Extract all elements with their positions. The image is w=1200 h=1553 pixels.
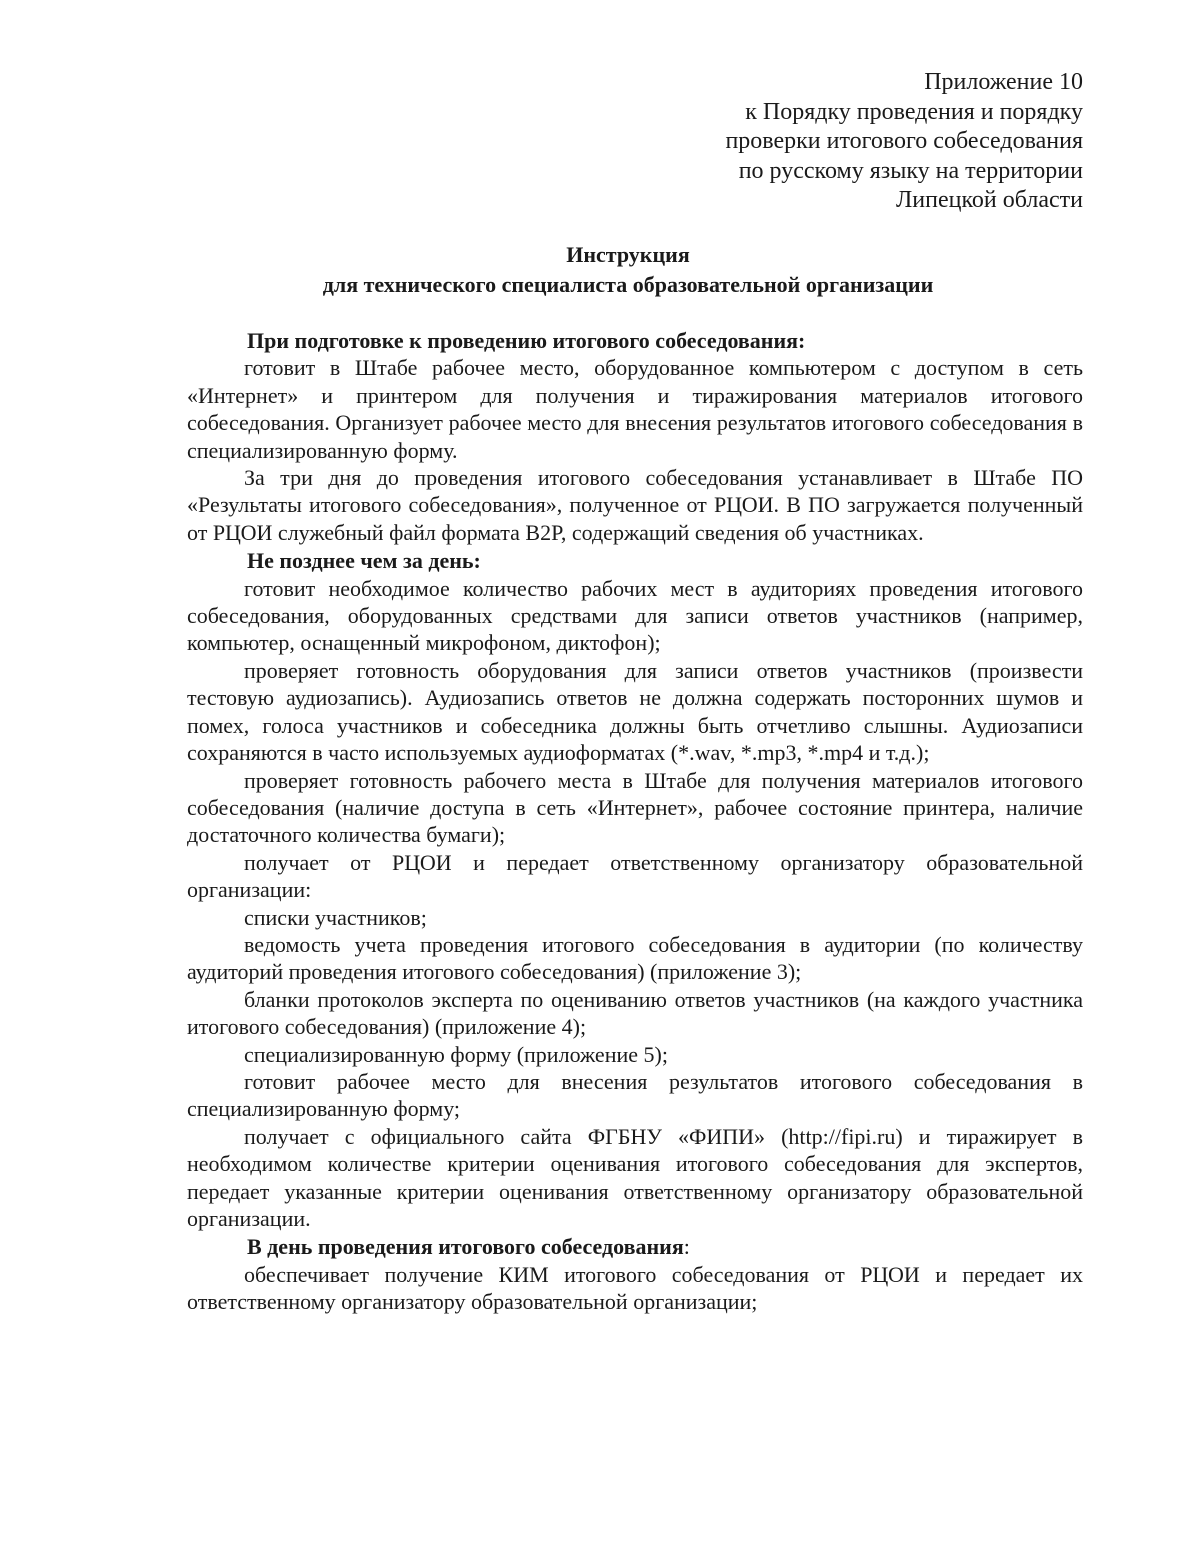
paragraph: готовит в Штабе рабочее место, оборудованное компьютером с доступом в сеть «Интернет» и принтером для получения и тиражирования материалов итогового собеседования. Организует рабочее место для внесения результатов итогового собеседования в специализированную форму. [187,355,1083,463]
section-heading-day-before: Не позднее чем за день: [247,548,481,574]
section-heading-exam-day-text: В день проведения итогового собеседования [247,1234,684,1260]
paragraph: получает с официального сайта ФГБНУ «ФИПИ» (http://fipi.ru) и тиражирует в необходимом количестве критерии оценивания итогового собеседования для экспертов, передает указанные критерии оценивания ответственному организатору образовательной организации. [187,1123,1083,1231]
document-title [0,240,1200,300]
paragraph: готовит необходимое количество рабочих мест в аудиториях проведения итогового собеседования, оборудованных средствами для записи ответов участников (например, компьютер, оснащенный микрофоном, диктофон); [187,575,1083,656]
title-line-2: для технического специалиста образовательной организации [322,272,934,297]
appendix-line: к Порядку проведения и порядку [745,98,1083,125]
title-line-1: Инструкция [566,242,690,267]
appendix-header [725,68,1083,216]
heading-colon: : [683,1234,690,1260]
list-item: списки участников; [244,904,427,930]
paragraph: проверяет готовность оборудования для записи ответов участников (произвести тестовую аудиозапись). Аудиозапись ответов не должна содержать посторонних шумов и помех, голоса участников и собеседника должны быть отчетливо слышны. Аудиозаписи сохраняются в часто используемых аудиоформатах (*.wav, *.mp3, *.mp4 и т.д.); [187,657,1083,766]
appendix-line: Приложение 10 [924,69,1083,95]
list-item: бланки протоколов эксперта по оцениванию ответов участников (на каждого участника итогового собеседования) (приложение 4); [187,986,1083,1040]
section-heading-preparation: При подготовке к проведению итогового собеседования: [247,328,806,353]
appendix-line: по русскому языку на территории [738,157,1083,184]
appendix-line: проверки итогового собеседования [725,128,1083,154]
paragraph: получает от РЦОИ и передает ответственному организатору образовательной организации: [187,849,1083,903]
paragraph: проверяет готовность рабочего места в Штабе для получения материалов итогового собеседования (наличие доступа в сеть «Интернет», рабочее состояние принтера, наличие достаточного количества бумаги); [187,767,1083,848]
paragraph: обеспечивает получение КИМ итогового собеседования от РЦОИ и передает их ответственному организатору образовательной организации; [187,1261,1083,1315]
paragraph: За три дня до проведения итогового собеседования устанавливает в Штабе ПО «Результаты итогового собеседования», полученное от РЦОИ. В ПО загружается полученный от РЦОИ служебный файл формата B2P, содержащий сведения об участниках. [187,465,1083,545]
document-body [187,326,1083,1316]
paragraph: готовит рабочее место для внесения результатов итогового собеседования в специализированную форму; [187,1068,1083,1122]
list-item: специализированную форму (приложение 5); [244,1041,668,1067]
appendix-line: Липецкой области [896,187,1083,213]
section-heading-exam-day [187,1233,1083,1260]
list-item: ведомость учета проведения итогового собеседования в аудитории (по количеству аудиторий проведения итогового собеседования) (приложение 3); [187,931,1083,985]
